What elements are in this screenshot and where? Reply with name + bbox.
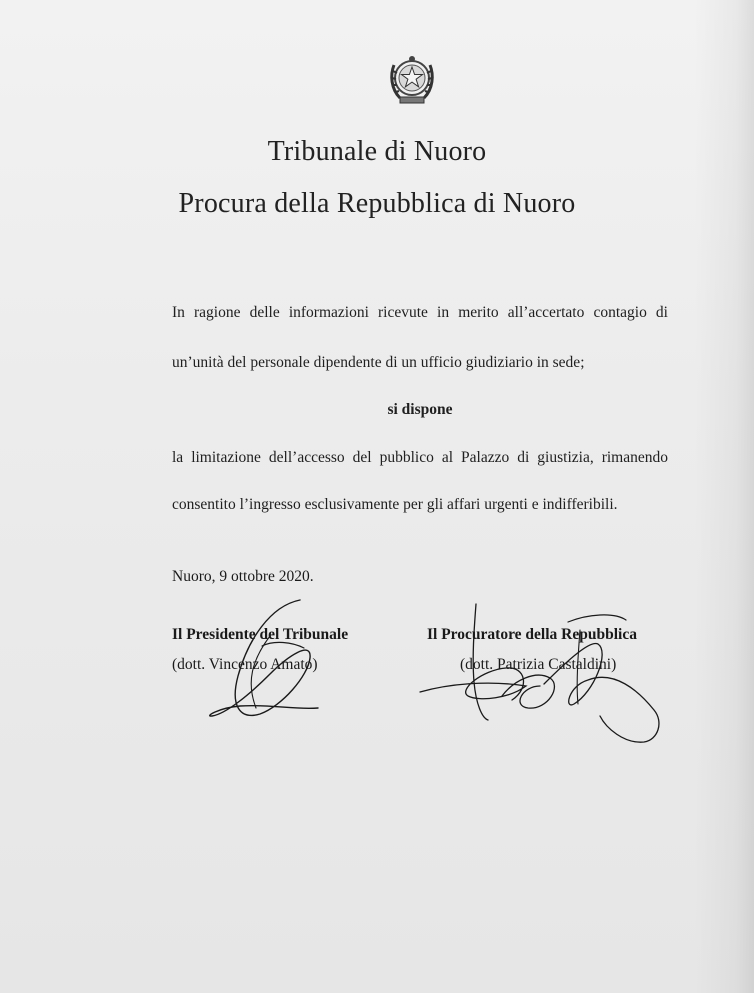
president-signature-name: (dott. Vincenzo Amato): [172, 656, 318, 673]
body-paragraph-line1: In ragione delle informazioni ricevute in merito all’accertato contagio di: [172, 304, 668, 321]
decree-heading: si dispone: [387, 401, 453, 418]
prosecutor-handwritten-signature: [418, 600, 668, 750]
body-paragraph-line3: la limitazione dell’accesso del pubblico al Palazzo di giustizia, rimanendo: [172, 449, 668, 466]
prosecutor-signature-title: Il Procuratore della Repubblica: [427, 626, 637, 643]
prosecutor-office-title: Procura della Repubblica di Nuoro: [178, 188, 576, 219]
document-date: Nuoro, 9 ottobre 2020.: [172, 568, 314, 585]
court-title: Tribunale di Nuoro: [267, 136, 487, 167]
body-paragraph-line4: consentito l’ingresso esclusivamente per gli affari urgenti e indifferibili.: [172, 496, 618, 513]
body-paragraph-line2: un’unità del personale dipendente di un ufficio giudiziario in sede;: [172, 354, 585, 371]
italian-republic-emblem-icon: [386, 51, 438, 107]
prosecutor-signature-name: (dott. Patrizia Castaldini): [460, 656, 617, 673]
president-signature-title: Il Presidente del Tribunale: [172, 626, 349, 643]
